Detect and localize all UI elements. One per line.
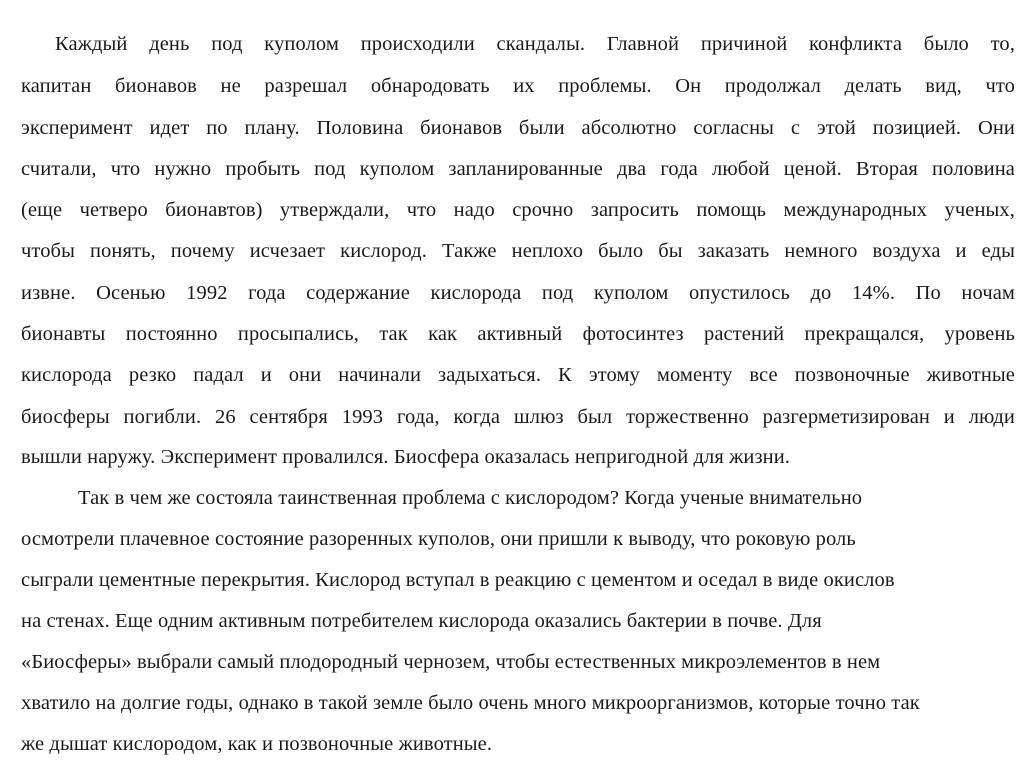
paragraph-1-line-10: биосферы погибли. 26 сентября 1993 года, когда шлюз был торжественно разгерметизирован и люди xyxy=(21,406,1015,428)
paragraph-1-line-6: чтобы понять, почему исчезает кислород. Также неплохо было бы заказать немного воздуха и еды xyxy=(21,240,1015,262)
paragraph-1-line-2: капитан бионавов не разрешал обнародовать их проблемы. Он продолжал делать вид, что xyxy=(21,75,1015,97)
paragraph-1-line-1: Каждый день под куполом происходили скандалы. Главной причиной конфликта было то, xyxy=(55,33,1015,55)
paragraph-2-line-3: сыграли цементные перекрытия. Кислород вступал в реакцию с цементом и оседал в виде окислов xyxy=(21,569,895,591)
paragraph-1-line-8: бионавты постоянно просыпались, так как активный фотосинтез растений прекращался, уровень xyxy=(21,323,1015,345)
paragraph-2-line-6: хватило на долгие годы, однако в такой земле было очень много микроорганизмов, которые точно так xyxy=(21,692,920,714)
paragraph-1-line-9: кислорода резко падал и они начинали задыхаться. К этому моменту все позвоночные животные xyxy=(21,364,1015,386)
paragraph-2-line-7: же дышат кислородом, как и позвоночные животные. xyxy=(21,733,493,755)
paragraph-2-line-4: на стенах. Еще одним активным потребителем кислорода оказались бактерии в почве. Для xyxy=(21,610,822,632)
paragraph-2-line-1: Так в чем же состояла таинственная проблема с кислородом? Когда ученые внимательно xyxy=(78,487,863,509)
paragraph-2-line-2: осмотрели плачевное состояние разоренных куполов, они пришли к выводу, что роковую роль xyxy=(21,528,856,550)
paragraph-1-line-3: эксперимент идет по плану. Половина бионавов были абсолютно согласны с этой позицией. Они xyxy=(21,117,1015,139)
paragraph-1-line-11: вышли наружу. Эксперимент провалился. Биосфера оказалась непригодной для жизни. xyxy=(21,446,791,468)
paragraph-1-line-4: считали, что нужно пробыть под куполом запланированные два года любой ценой. Вторая половина xyxy=(21,158,1015,180)
paragraph-1-line-5: (еще четверо бионавтов) утверждали, что надо срочно запросить помощь международных ученых, xyxy=(21,199,1015,221)
paragraph-2-line-5: «Биосферы» выбрали самый плодородный чернозем, чтобы естественных микроэлементов в нем xyxy=(21,651,881,673)
paragraph-1-line-7: извне. Осенью 1992 года содержание кислорода под куполом опустилось до 14%. По ночам xyxy=(21,282,1015,304)
